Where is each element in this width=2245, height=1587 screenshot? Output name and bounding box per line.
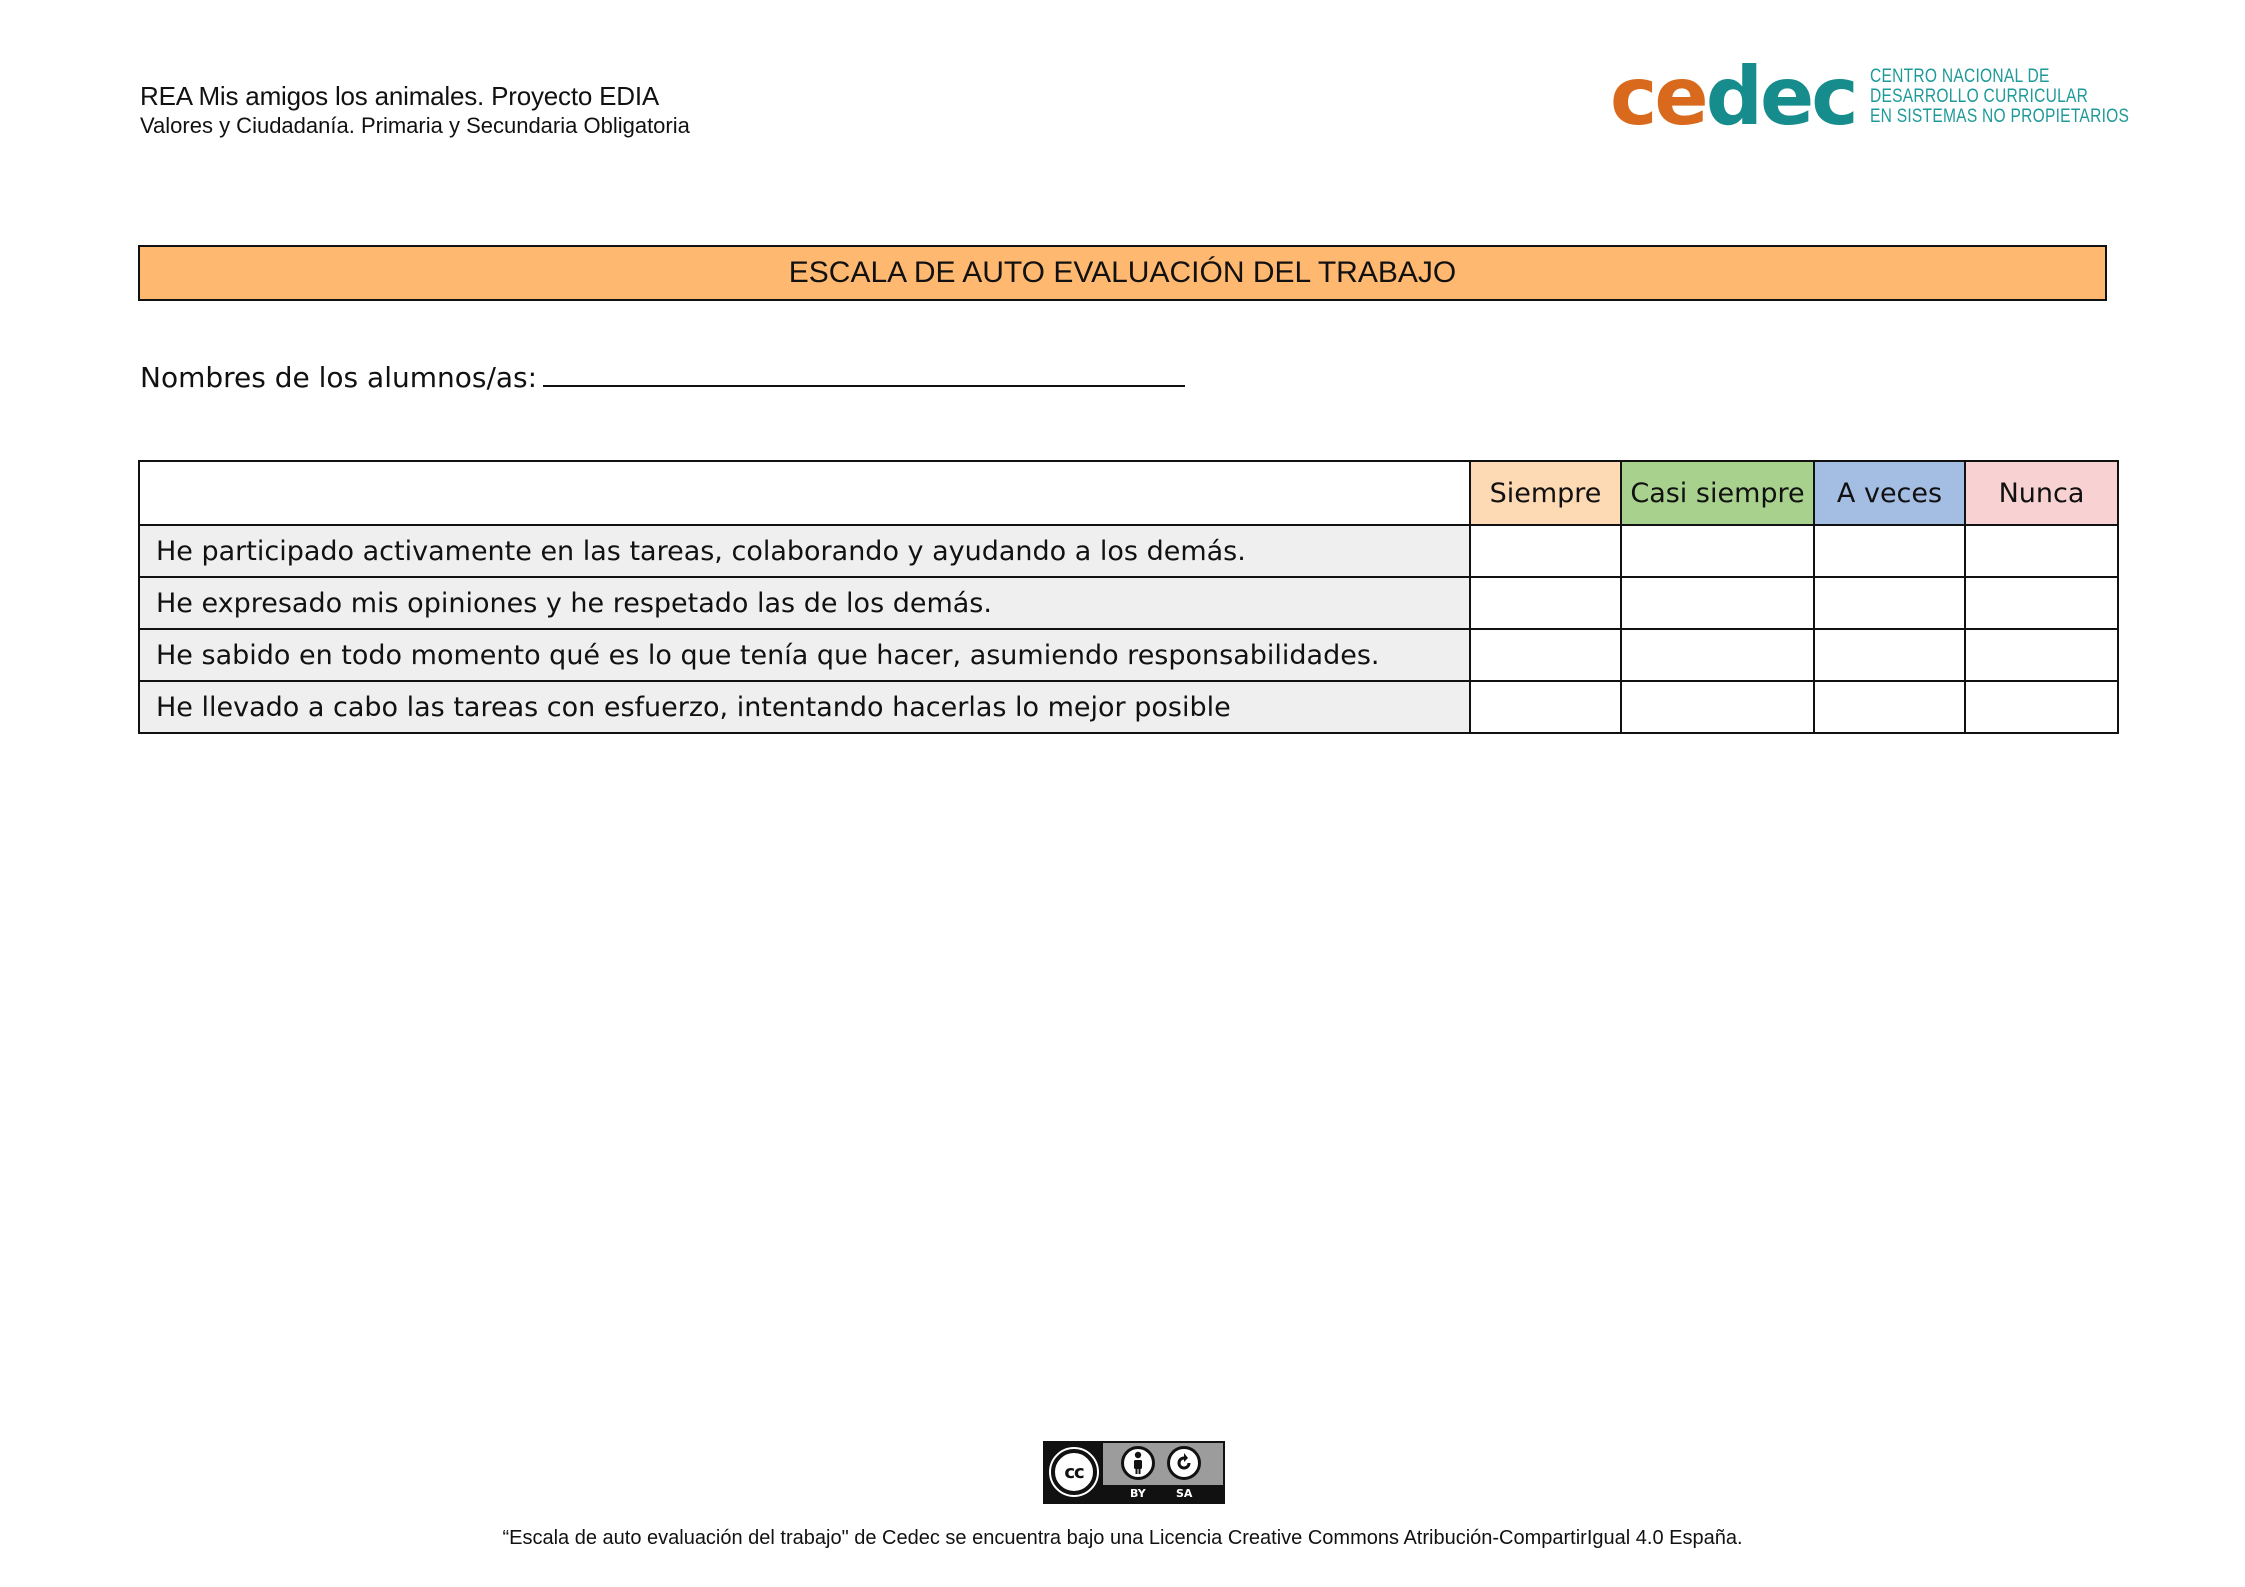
logo-tagline-line: DESARROLLO CURRICULAR (1869, 86, 2088, 107)
rating-cell-casi-siempre[interactable] (1621, 525, 1814, 577)
attribution-icon (1121, 1446, 1155, 1480)
table-row (139, 629, 2118, 681)
logo-wordmark-ce: ce (1610, 50, 1706, 143)
table-row (139, 681, 2118, 733)
rating-cell-siempre[interactable] (1470, 577, 1621, 629)
scale-title-bar (138, 245, 2107, 301)
cc-by-label: BY (1130, 1487, 1146, 1500)
column-header-nunca: Nunca (1965, 461, 2118, 525)
logo-wordmark (1610, 52, 1856, 142)
rating-cell-nunca[interactable] (1965, 577, 2118, 629)
criterion-cell: He expresado mis opiniones y he respetado las de los demás. (139, 577, 1470, 629)
criterion-cell: He participado activamente en las tareas, colaborando y ayudando a los demás. (139, 525, 1470, 577)
rating-cell-siempre[interactable] (1470, 525, 1621, 577)
column-header-a-veces: A veces (1814, 461, 1965, 525)
scale-title: ESCALA DE AUTO EVALUACIÓN DEL TRABAJO (788, 256, 1457, 289)
table-header-row (139, 461, 2118, 525)
rating-cell-casi-siempre[interactable] (1621, 629, 1814, 681)
column-header-casi-siempre: Casi siempre (1621, 461, 1814, 525)
header-title: REA Mis amigos los animales. Proyecto EDIA (140, 81, 660, 111)
table-row (139, 577, 2118, 629)
document-header (140, 80, 690, 140)
rating-cell-siempre[interactable] (1470, 681, 1621, 733)
logo-tagline-line: CENTRO NACIONAL DE (1869, 66, 2050, 87)
criterion-cell: He llevado a cabo las tareas con esfuerzo, intentando hacerlas lo mejor posible (139, 681, 1470, 733)
share-alike-arrow-icon (1172, 1451, 1196, 1475)
criteria-header-cell (139, 461, 1470, 525)
share-alike-icon (1167, 1446, 1201, 1480)
cedec-logo (1610, 52, 2186, 142)
rating-cell-siempre[interactable] (1470, 629, 1621, 681)
rating-cell-a-veces[interactable] (1814, 681, 1965, 733)
rating-cell-nunca[interactable] (1965, 525, 2118, 577)
rating-cell-a-veces[interactable] (1814, 525, 1965, 577)
rating-cell-a-veces[interactable] (1814, 629, 1965, 681)
rating-cell-a-veces[interactable] (1814, 577, 1965, 629)
student-names-field (140, 355, 1185, 398)
header-subtitle: Valores y Ciudadanía. Primaria y Secundaria Obligatoria (140, 113, 690, 138)
student-names-label: Nombres de los alumnos/as: (140, 361, 538, 394)
criterion-cell: He sabido en todo momento qué es lo que tenía que hacer, asumiendo responsabilidades. (139, 629, 1470, 681)
logo-tagline-line: EN SISTEMAS NO PROPIETARIOS (1869, 106, 2129, 127)
cc-sa-label: SA (1176, 1487, 1193, 1500)
column-header-siempre: Siempre (1470, 461, 1621, 525)
cc-icon: cc (1051, 1449, 1097, 1495)
evaluation-table (138, 460, 2119, 734)
student-names-input[interactable] (543, 355, 1185, 387)
rating-cell-nunca[interactable] (1965, 629, 2118, 681)
logo-wordmark-dec: dec (1705, 50, 1856, 143)
rating-cell-casi-siempre[interactable] (1621, 681, 1814, 733)
rating-cell-casi-siempre[interactable] (1621, 577, 1814, 629)
license-footer-text: “Escala de auto evaluación del trabajo" de Cedec se encuentra bajo una Licencia Creative Commons Atribución-CompartirIgual 4.0 España. (502, 1527, 1743, 1549)
logo-tagline (1870, 67, 2129, 127)
rating-cell-nunca[interactable] (1965, 681, 2118, 733)
table-row (139, 525, 2118, 577)
person-icon (1128, 1451, 1148, 1475)
creative-commons-badge[interactable] (1043, 1441, 1225, 1504)
